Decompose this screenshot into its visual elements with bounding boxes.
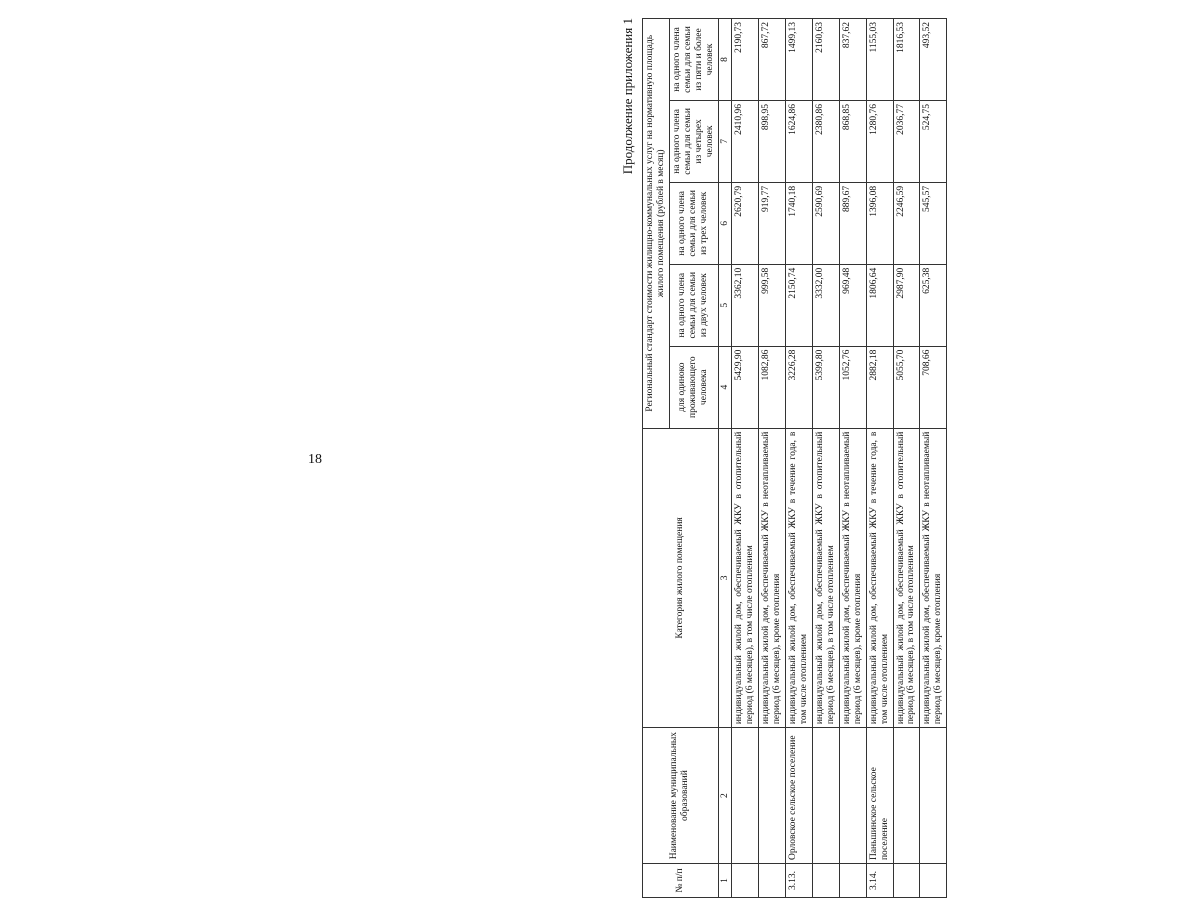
row-value: 2246,59 [893,182,920,264]
row-value: 1052,76 [839,346,866,428]
row-municipality [759,728,786,864]
row-value: 1816,53 [893,19,920,101]
row-value: 1740,18 [786,182,813,264]
row-number [759,864,786,898]
header-col5: на одного члена семьи для семьи из двух человек [669,264,718,346]
row-municipality [893,728,920,864]
column-number: 3 [718,428,732,728]
row-value: 2882,18 [866,346,893,428]
row-number [812,864,839,898]
table-row [839,19,866,898]
row-category: индивидуальный жилой дом, обеспечиваемый ЖКУ в течение года, в том числе отоплением [786,428,813,728]
table-row [866,19,893,898]
row-number: 3.13. [786,864,813,898]
row-category: индивидуальный жилой дом, обеспечиваемый ЖКУ в неотапливаемый период (6 месяцев), кроме отопления [839,428,866,728]
row-value: 3332,00 [812,264,839,346]
column-number-row [718,19,732,898]
header-col4: для одиноко проживающего человека [669,346,718,428]
header-category: Категория жилого помещения [643,428,719,728]
row-value: 2620,79 [732,182,759,264]
row-category: индивидуальный жилой дом, обеспечиваемый ЖКУ в отопительный период (6 месяцев), в том числе отоплением [812,428,839,728]
row-value: 867,72 [759,19,786,101]
row-category: индивидуальный жилой дом, обеспечиваемый ЖКУ в течение года, в том числе отоплением [866,428,893,728]
row-value: 837,62 [839,19,866,101]
table-row [759,19,786,898]
column-number: 5 [718,264,732,346]
page-number: 18 [308,452,322,467]
row-value: 545,57 [920,182,947,264]
standards-table [642,18,947,898]
row-value: 2190,73 [732,19,759,101]
row-municipality [732,728,759,864]
row-value: 3362,10 [732,264,759,346]
row-value: 2036,77 [893,100,920,182]
row-number: 3.14. [866,864,893,898]
row-number [920,864,947,898]
row-value: 919,77 [759,182,786,264]
row-value: 5429,90 [732,346,759,428]
row-value: 1155,03 [866,19,893,101]
header-no: № п/п [643,864,719,898]
row-value: 5399,80 [812,346,839,428]
row-value: 2160,63 [812,19,839,101]
table-body [732,19,947,898]
row-value: 524,75 [920,100,947,182]
row-municipality [920,728,947,864]
row-value: 1499,13 [786,19,813,101]
row-value: 1624,86 [786,100,813,182]
row-number [839,864,866,898]
row-value: 1806,64 [866,264,893,346]
row-municipality [839,728,866,864]
row-value: 2987,90 [893,264,920,346]
header-col8: на одного члена семьи для семьи из пяти и более человек [669,19,718,101]
table-row [812,19,839,898]
row-municipality [812,728,839,864]
table-row [732,19,759,898]
table-row [920,19,947,898]
column-number: 8 [718,19,732,101]
row-value: 493,52 [920,19,947,101]
row-category: индивидуальный жилой дом, обеспечиваемый ЖКУ в неотапливаемый период (6 месяцев), кроме отопления [920,428,947,728]
row-value: 2380,86 [812,100,839,182]
row-value: 625,38 [920,264,947,346]
appendix-title: Продолжение приложения 1 [620,18,635,175]
column-number: 1 [718,864,732,898]
row-number [893,864,920,898]
row-category: индивидуальный жилой дом, обеспечиваемый ЖКУ в неотапливаемый период (6 месяцев), кроме отопления [759,428,786,728]
header-col7: на одного члена семьи для семьи из четырех человек [669,100,718,182]
row-value: 868,85 [839,100,866,182]
column-number: 4 [718,346,732,428]
rotated-content [620,18,1200,898]
header-standard: Региональный стандарт стоимости жилищно-коммунальных услуг на нормативную площадь жилого помещения (рублей в месяц) [643,19,670,429]
row-value: 1396,08 [866,182,893,264]
table-row [786,19,813,898]
row-value: 999,58 [759,264,786,346]
row-municipality: Орловское сельское поселение [786,728,813,864]
row-value: 898,95 [759,100,786,182]
row-number [732,864,759,898]
column-number: 2 [718,728,732,864]
row-value: 1082,86 [759,346,786,428]
row-value: 708,66 [920,346,947,428]
row-value: 5055,70 [893,346,920,428]
row-value: 1280,76 [866,100,893,182]
row-value: 2150,74 [786,264,813,346]
column-number: 6 [718,182,732,264]
row-value: 2590,69 [812,182,839,264]
row-value: 889,67 [839,182,866,264]
row-value: 3226,28 [786,346,813,428]
header-municipality: Наименование муниципальных образований [643,728,719,864]
column-number: 7 [718,100,732,182]
row-municipality: Паньшинское сельское поселение [866,728,893,864]
table-row [893,19,920,898]
row-category: индивидуальный жилой дом, обеспечиваемый ЖКУ в отопительный период (6 месяцев), в том числе отоплением [893,428,920,728]
row-value: 969,48 [839,264,866,346]
row-category: индивидуальный жилой дом, обеспечиваемый ЖКУ в отопительный период (6 месяцев), в том числе отоплением [732,428,759,728]
row-value: 2410,96 [732,100,759,182]
header-col6: на одного члена семьи для семьи из трех человек [669,182,718,264]
